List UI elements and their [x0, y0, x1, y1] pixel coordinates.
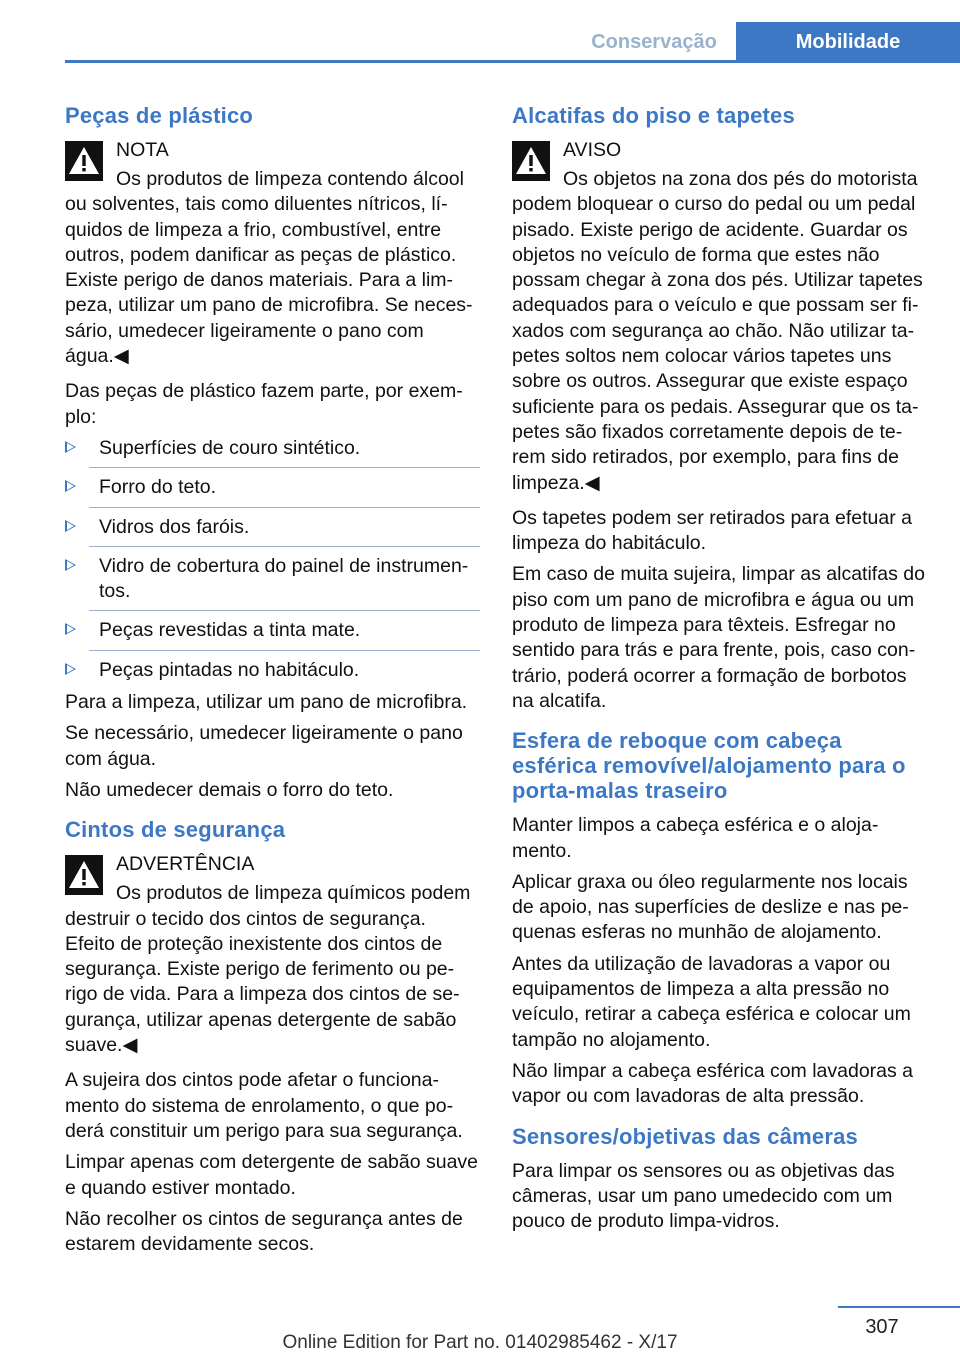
- bullet-triangle-icon: [65, 559, 76, 571]
- heading-sensors-cameras: Sensores/objetivas das câmeras: [512, 1123, 858, 1149]
- warning-triangle-icon: [65, 141, 103, 181]
- bullet-triangle-icon: [65, 480, 76, 492]
- warning-aviso: [512, 138, 927, 496]
- bullet-triangle-icon: [65, 663, 76, 675]
- paragraph: Se necessário, umedecer ligeiramente o pano com água.: [65, 722, 463, 770]
- paragraph: Limpar apenas com detergente de sabão suave e quando estiver montado.: [65, 1151, 479, 1199]
- paragraph: Para a limpeza, utilizar um pano de microfibra.: [65, 691, 468, 714]
- list-item: Vidros dos faróis.: [65, 515, 480, 547]
- plastic-parts-list: [65, 436, 480, 683]
- list-item: Peças pintadas no habitáculo.: [65, 658, 480, 683]
- paragraph: Não umedecer demais o forro do teto.: [65, 778, 394, 801]
- header-divider: [65, 60, 960, 63]
- bullet-triangle-icon: [65, 520, 76, 532]
- paragraph: Não recolher os cintos de segurança antes de estarem devidamente secos.: [65, 1207, 463, 1256]
- heading-tow-ball: Esfera de reboque com cabeça esférica removível/alojamento para o porta-malas traseiro: [512, 728, 906, 804]
- warning-advertencia: [65, 852, 480, 1058]
- paragraph: A sujeira dos cintos pode afetar o funcionamento do sistema de enrolamento, o que poderá constituir um perigo para sua segurança.: [65, 1069, 463, 1142]
- warning-title: ADVERTÊNCIA: [116, 853, 255, 876]
- warning-text: Os produtos de limpeza químicos podem destruir o tecido dos cintos de segurança. Efeito de proteção inexistente dos cintos de segurança. Existe perigo de ferimento ou perigo de vida. Para a limpeza dos cintos de segurança, utilizar apenas detergente de sabão suave.◀: [65, 882, 471, 1057]
- tab-conservacao[interactable]: Conservação: [580, 22, 728, 62]
- page-header: [0, 0, 960, 62]
- warning-triangle-icon: [512, 141, 550, 181]
- edition-note: Online Edition for Part no. 01402985462 - X/17: [282, 1332, 678, 1353]
- paragraph: Para limpar os sensores ou as objetivas das câmeras, usar um pano umedecido com um pouco de produto limpa-vidros.: [512, 1159, 895, 1233]
- footer-divider: [838, 1306, 960, 1308]
- paragraph: Aplicar graxa ou óleo regularmente nos locais de apoio, nas superfícies de deslize e nas pequenas esferas no munhão de alojamento.: [512, 870, 909, 944]
- paragraph: Em caso de muita sujeira, limpar as alcatifas do piso com um pano de microfibra e água ou um produto de limpeza para têxteis. Esfregar no sentido para trás e para frente, pois, caso contrário, poderá ocorrer a formação de borbotos na alcatifa.: [512, 563, 925, 712]
- left-column: [65, 100, 480, 1263]
- heading-seat-belts: Cintos de segurança: [65, 817, 286, 843]
- heading-plastic-parts: Peças de plástico: [65, 103, 254, 128]
- list-item: Peças revestidas a tinta mate.: [65, 618, 480, 650]
- list-item: Forro do teto.: [65, 475, 480, 507]
- warning-text: Os produtos de limpeza contendo álcool ou solventes, tais como diluentes nítricos, líquidos de limpeza a frio, combustível, entre outros, podem danificar as peças de plástico. Existe perigo de danos materiais. Para a limpeza, utilizar um pano de microfibra. Se necessário, umedecer ligeiramente o pano com água.◀: [65, 168, 473, 368]
- warning-text: Os objetos na zona dos pés do motorista podem bloquear o curso do pedal ou um pedal pisado. Existe perigo de acidente. Guardar os objetos no veículo de forma que estes não possam chegar à zona dos pés. Utilizar tapetes adequados para o veículo e que possam ser fixados com segurança ao chão. Não utilizar tapetes soltos nem colocar vários tapetes uns sobre os outros. Assegurar que existe espaço suficiente para os pedais. Assegurar que os tapetes são fixados corretamente depois de terem sido retirados, por exemplo, para fins de limpeza.◀: [512, 168, 923, 494]
- right-column: [512, 100, 927, 1240]
- list-item: Vidro de cobertura do painel de instrumentos.: [65, 554, 480, 612]
- paragraph: Manter limpos a cabeça esférica e o alojamento.: [512, 814, 879, 862]
- paragraph: Antes da utilização de lavadoras a vapor ou equipamentos de limpeza a alta pressão no veículo, retirar a cabeça esférica e colocar um tampão no alojamento.: [512, 952, 911, 1051]
- list-item: Superfícies de couro sintético.: [65, 436, 480, 468]
- page-number: 307: [865, 1316, 899, 1338]
- warning-title: NOTA: [116, 139, 169, 161]
- bullet-triangle-icon: [65, 623, 76, 635]
- paragraph: Os tapetes podem ser retirados para efetuar a limpeza do habitáculo.: [512, 506, 912, 555]
- tab-mobilidade[interactable]: Mobilidade: [736, 22, 960, 62]
- bullet-triangle-icon: [65, 441, 76, 453]
- paragraph: Das peças de plástico fazem parte, por exemplo:: [65, 380, 463, 428]
- paragraph: Não limpar a cabeça esférica com lavadoras a vapor ou com lavadoras de alta pressão.: [512, 1059, 914, 1108]
- heading-floor-mats: Alcatifas do piso e tapetes: [512, 103, 795, 128]
- warning-title: AVISO: [563, 139, 622, 161]
- warning-note: [65, 138, 480, 369]
- warning-triangle-icon: [65, 855, 103, 895]
